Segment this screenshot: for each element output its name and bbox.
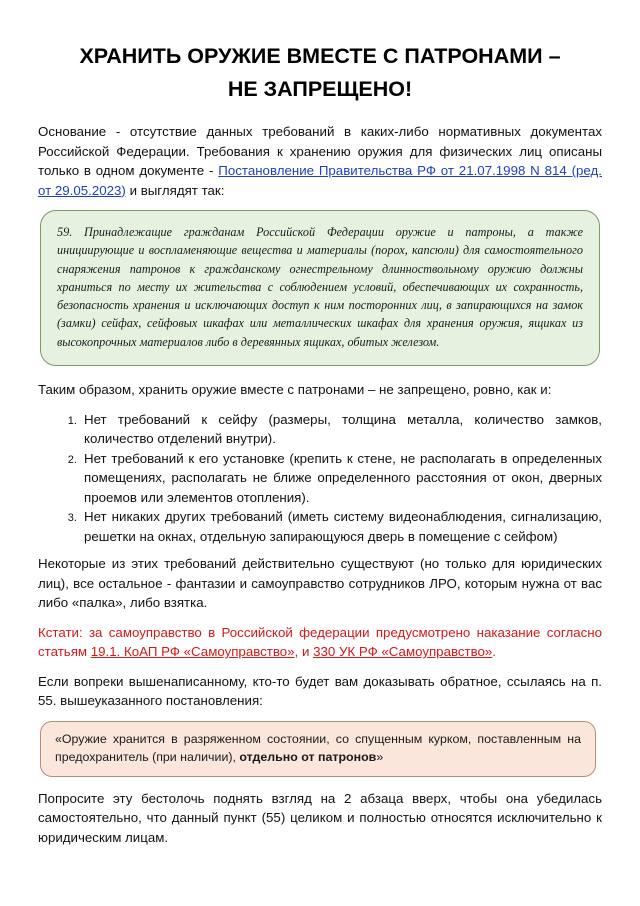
clause-55-bold: отдельно от патронов xyxy=(239,750,377,765)
clause-55-text: «Оружие хранится в разряженном состоянии, со спущенным курком, поставленным на предохранитель (при наличии), xyxy=(55,731,581,765)
list-item: 3. Нет никаких других требований (иметь систему видеонаблюдения, сигнализацию, решетки на окнах, отдельную запирающуюся дверь в помещение с сейфом) xyxy=(80,507,602,546)
intro-text: Основание - отсутствие данных требований в каких-либо нормативных документах Российской Федерации. Требования к хранению оружия для физических лиц описаны только в одном документе - xyxy=(38,124,602,178)
list-item: 2. Нет требований к его установке (крепить к стене, не располагать в определенных помещениях, располагать не ближе определенного расстояния от окон, дверных проемов или элементов отопления). xyxy=(80,449,602,508)
clause-55-quote xyxy=(40,721,596,777)
list-item: 1. Нет требований к сейфу (размеры, толщина металла, количество замков, количество отделений внутри). xyxy=(80,410,602,449)
others-paragraph: Некоторые из этих требований действительно существуют (но только для юридических лиц), все остальное - фантазии и самоуправство сотрудников ЛРО, которым нужна от вас либо «палка», либо взятка. xyxy=(38,556,602,611)
summary-paragraph: Таким образом, хранить оружие вместе с патронами – не запрещено, ровно, как и: xyxy=(38,382,552,398)
contrary-paragraph: Если вопреки вышенаписанному, кто-то будет вам доказывать обратное, ссылаясь на п. 55. вышеуказанного постановления: xyxy=(38,673,602,709)
title-line-1: ХРАНИТЬ ОРУЖИЕ ВМЕСТЕ С ПАТРОНАМИ – xyxy=(79,44,561,68)
uk-330-link[interactable]: 330 УК РФ «Самоуправство» xyxy=(313,644,493,660)
penalty-note xyxy=(38,623,602,662)
decree-clause-59-quote: 59. Принадлежащие гражданам Российской Федерации оружие и патроны, а также инициирующие и воспламеняющие вещества и материалы (порох, капсюли) для самостоятельного снаряжения патронов к гражданскому огнестрельному длинноствольному оружию должны храниться по месту их жительства с соблюдением условий, обеспечивающих их сохранность, безопасность хранения и исключающих доступ к ним посторонних лиц, в запирающихся на замок (замки) сейфах, сейфовых шкафах или металлических шкафах для хранения оружия, ящиках из высокопрочных материалов либо в деревянных ящиках, обитых железом. xyxy=(40,210,600,366)
intro-paragraph xyxy=(38,122,602,200)
decree-814-link[interactable]: Постановление Правительства РФ от 21.07.1998 N 814 (ред. от 29.05.2023) xyxy=(38,163,602,198)
page-title xyxy=(38,40,602,106)
closing-paragraph: Попросите эту бестолочь поднять взгляд на 2 абзаца вверх, чтобы она убедилась самостоятельно, что данный пункт (55) целиком и полностью относятся исключительно к юридическим лицам. xyxy=(38,790,602,845)
penalty-note-tail: . xyxy=(492,644,497,660)
clause-55-tail: » xyxy=(376,750,384,765)
koap-19-1-link[interactable]: 19.1. КоАП РФ «Самоуправство» xyxy=(90,644,295,660)
title-line-2: НЕ ЗАПРЕЩЕНО! xyxy=(227,77,413,101)
penalty-note-text: Кстати: за самоуправство в Российской федерации предусмотрено наказание согласно статьям xyxy=(38,624,602,660)
requirements-list xyxy=(38,410,602,547)
penalty-note-mid: , и xyxy=(294,644,314,660)
intro-tail: и выглядят так: xyxy=(125,182,225,198)
